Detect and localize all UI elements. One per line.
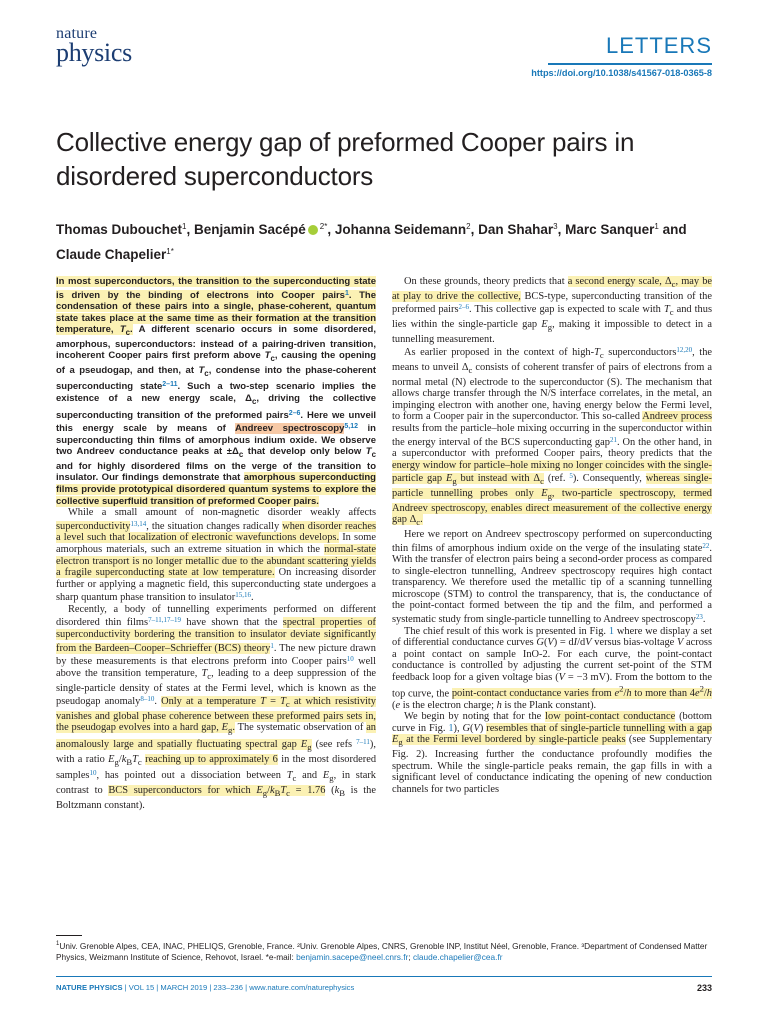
- author-1: Thomas Dubouchet$^1$,: [56, 222, 194, 237]
- journal-url-link[interactable]: www.nature.com/naturephysics: [249, 983, 355, 992]
- paragraph: Recently, a body of tunnelling experiments performed on different disordered thin films$^{7-11,17-19}$ have shown that the spectral properties of superconductivity bordering the transition to insulator deviate significantly from the Bardeen–Cooper–Schrieffer (BCS) theory$^1$. The new picture drawn by these measurements is that electrons preform into Cooper pairs$^{10}$ well above the transition temperature, $T_c$, leading to a deep suppression of the single-particle density of states at the Fermi level, which is known as the pseudogap anomaly$^{8-10}$. Only at a temperature $T = T_c$ at which resistivity vanishes and global phase coherence between these preformed pairs sets in, the pseudogap evolves into a hard gap, $E_g$. The systematic observation of an anomalously large and spatially fluctuating spectral gap $E_g$ (see refs $^{7-11}$), with a ratio $E_g/k_BT_c$ reaching up to approximately 6 in the most disordered samples$^{10}$, has pointed out a dissociation between $T_c$ and $E_g$, in stark contrast to BCS superconductors for which $E_g/k_BT_c = 1.76$ ($k_B$ is the Boltzmann constant).: [56, 603, 377, 811]
- paragraph: Here we report on Andreev spectroscopy performed on superconducting thin films of amorphous indium oxide on the verge of the insulating state$^{22}$. With the transfer of electron pairs being a second-order process as compared to single-electron tunnelling, Andreev spectroscopy requires high contact transparency. We therefore used the metallic tip of a scanning tunnelling microscope (STM) to control the transparency, that is, the conductance of the point-contact formed between the tip and the film, and performed a systematic study from single-particle tunnelling to Andreev spectroscopy$^{23}$.: [392, 528, 712, 626]
- author-6: Claude Chapelier$^{1*}$: [56, 247, 174, 262]
- author-3: Johanna Seidemann$^2$,: [334, 222, 479, 237]
- footer-rule: [56, 976, 712, 977]
- paragraph: The chief result of this work is presented in Fig. 1 where we display a set of differential conductance curves G(V) = dI/dV versus bias-voltage V across a point contact on sample InO-2. For each curve, the point-contact conductance is controlled by adjusting the current set-point of the STM feedback loop for a given voltage bias (V = −3 mV). From the bottom to the top curve, the point-contact conductance varies from $e^2/h$ to more than $4e^2/h$ (e is the electron charge; h is the Plank constant).: [392, 625, 713, 711]
- email-link-sacepe[interactable]: benjamin.sacepe@neel.cnrs.fr: [296, 951, 409, 962]
- paragraph: On these grounds, theory predicts that a second energy scale, $\Delta_c$, may be at play to drive the collective, BCS-type, superconducting transition of the preformed pairs$^{2-6}$. This collective gap is expected to scale with $T_c$ and thus lies within the single-particle gap $E_g$, making it impossible to detect in a tunnelling measurement.: [392, 276, 712, 345]
- journal-info: NATURE PHYSICS | VOL 15 | MARCH 2019 | 233–236 | www.nature.com/naturephysics: [56, 983, 355, 992]
- page-number: 233: [696, 983, 712, 993]
- article-title: Collective energy gap of preformed Cooper pairs in disordered superconductors: [56, 127, 635, 191]
- header-rule: [548, 63, 712, 65]
- email-link-chapelier[interactable]: claude.chapelier@cea.fr: [412, 951, 503, 962]
- author-4: Dan Shahar$^3$,: [478, 222, 566, 237]
- author-list: [56, 216, 716, 266]
- orcid-icon[interactable]: [308, 225, 318, 235]
- author-2: Benjamin Sacépé $^{2*}$,: [193, 222, 335, 237]
- paragraph: As earlier proposed in the context of high-$T_c$ superconductors$^{12,20}$, the means to unveil $\Delta_c$ consists of coherent transfer of pairs of electrons from a normal metal (N) electrode to the superconductor (S). The mechanism that allows charge transfer through the N/S interface correlates, in the metal, an impinging electron with another one, having energy below the Fermi level, to form a Cooper pair in the superconductor. This so-called Andreev process results from the particle–hole mixing occurring in the superconductor within the energy interval of the BCS superconducting gap$^{21}$. On the other hand, in a superconductor with preformed Cooper pairs, theory predicts that the energy window for particle–hole mixing no longer coincides with the single-particle gap $E_g$ but instead with $\Delta_c$ (ref. $^5$). Consequently, whereas single-particle tunnelling probes only $E_g$, two-particle spectroscopy, termed Andreev spectroscopy, enables direct measurement of the collective energy gap $\Delta_c$.: [392, 346, 713, 528]
- body-column-left: [56, 276, 376, 811]
- author-5: Marc Sanquer$^1$ and: [565, 222, 687, 237]
- footnote-rule: [56, 935, 82, 936]
- doi-link[interactable]: https://doi.org/10.1038/s41567-018-0365-8: [531, 68, 712, 78]
- paragraph: We begin by noting that for the low point-contact conductance (bottom curve in Fig. 1), G(V) resembles that of single-particle tunnelling with a gap $E_g$ at the Fermi level bordered by single-particle peaks (see Supplementary Fig. 2). Increasing further the conductance profoundly modifies the spectrum. While the single-particle peaks remain, the gap fills in with a significant level of conductance indicating the opening of new conduction channels for two particles: [392, 711, 713, 795]
- body-column-right: [392, 276, 712, 796]
- section-label: LETTERS: [605, 33, 712, 58]
- journal-logo: [56, 26, 132, 66]
- paragraph: While a small amount of non-magnetic disorder weakly affects superconductivity$^{13,14}$, the situation changes radically when disorder reaches a level such that localization of electronic wavefunctions develops. In some amorphous materials, such an extreme situation in which the normal-state electron transport is no longer metallic due to the abundant scattering yields a fragile superconducting state at low temperature. On increasing disorder further or applying a magnetic field, this superconducting state undergoes a sharp quantum phase transition to insulator$^{15,16}$.: [56, 507, 376, 604]
- logo-line-physics: physics: [56, 38, 132, 67]
- affiliations-footnote: $^1$Univ. Grenoble Alpes, CEA, INAC, PHELIQS, Grenoble, France. ²Univ. Grenoble Alpes, CNRS, Grenoble INP, Institut Néel, Grenoble, France. ³Department of Condensed Matter Physics, Weizmann Institute of Science, Rehovot, Israel. *e-mail: benjamin.sacepe@neel.cnrs.fr; claude.chapelier@cea.fr: [56, 940, 708, 962]
- abstract: In most superconductors, the transition to the superconducting state is driven by the binding of electrons into Cooper pairs$^1$. The condensation of these pairs into a single, phase-coherent, quantum state takes place at the same time as their formation at the transition temperature, $T_c$. A different scenario occurs in some disordered, amorphous, superconductors: instead of a pairing-driven transition, incoherent Cooper pairs first preform above $T_c$, causing the opening of a pseudogap, and then, at $T_c$, condense into the phase-coherent superconducting state$^{2-11}$. Such a two-step scenario implies the existence of a new energy scale, $\Delta_c$, driving the collective superconducting transition of the preformed pairs$^{2-6}$. Here we unveil this energy scale by means of Andreev spectroscopy$^{5,12}$ in superconducting thin films of amorphous indium oxide. We observe two Andreev conductance peaks at $\pm\Delta_c$ that develop only below $T_c$ and for highly disordered films on the verge of the transition to insulator. Our findings demonstrate that amorphous superconducting films provide prototypical disordered quantum systems to explore the collective superfluid transition of preformed Cooper pairs.: [56, 276, 377, 507]
- logo-line-nature: nature: [56, 25, 98, 42]
